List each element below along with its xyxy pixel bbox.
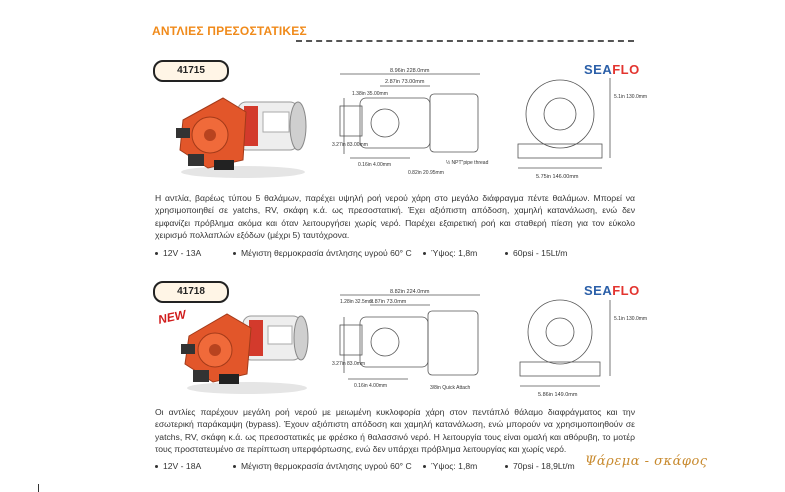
pump-image-41715	[168, 80, 318, 180]
dim-thread: ½ NPT"pipe thread	[446, 160, 489, 166]
dim-d1: 2.87in 73.00mm	[385, 79, 425, 85]
dim-height-side: 3.27in 83.00mm	[332, 142, 368, 148]
page-title: ΑΝΤΛΙΕΣ ΠΡΕΣΟΣΤΑΤΙΚΕΣ	[152, 24, 307, 38]
spec-list-41715	[155, 248, 635, 258]
spec-item: Ύψος: 1,8m	[423, 461, 505, 471]
dim-end-width: 5.86in 149.0mm	[538, 392, 578, 398]
brand-logo: SEAFLO	[584, 62, 640, 77]
product-description-41715: Η αντλία, βαρέως τύπου 5 θαλάμων, παρέχει υψηλή ροή νερού χάρη στο μεγάλο διάφραγμα πέντε θαλάμων. Μπορεί να χρησιμοποιηθεί σε yatchs, RV, σκάφη κ.ά. ως πρεσοστατική. Έχει αξιόπιστη απόδοση, χαμηλή κατανάλωση, ενώ δεν εμφανίζει πρόβλημα ακόμα και όταν λειτουργήσει χωρίς νερό. Παρέχει εξαιρετική ροή και σταθερή πίεση για τον εύκολο χειρισμό πολλαπλών εξόδων (μέχρι 5) ταυτόχρονα.	[155, 193, 635, 241]
model-badge-41718: 41718	[153, 281, 229, 303]
product-description-41718: Οι αντλίες παρέχουν μεγάλη ροή νερού με μειωμένη κυκλοφορία χάρη στον πεντάπλό θάλαμο διαφράγματος και την εσωτερική παράκαμψη (bypass). Έχουν αξιόπιστη απόδοση και χαμηλή κατανάλωση, ενώ μπορούν να χρησιμοποιηθούν σε yatchs, RV, σκάφη κ.ά. ως πρεσοστατικές με φρέσκο ή θαλασσινό νερό. Η λειτουργία τους είναι ομαλή και αθόρυβη, το μοτέρ τους προστατευμένο σε περίπτωση υπερφόρτωσης, ενώ δεν υπάρχει πρόβλημα λειτουργίας και χωρίς νερό.	[155, 407, 635, 455]
spec-item: 12V - 13A	[155, 248, 233, 258]
spec-item: Μέγιστη θερμοκρασία άντλησης υγρού 60° C	[233, 248, 423, 258]
dim-overall-top: 8.82in 224.0mm	[390, 289, 430, 295]
spec-item: Ύψος: 1,8m	[423, 248, 505, 258]
dim-overall-top: 8.96in 228.0mm	[390, 68, 430, 74]
spec-list-41718	[155, 461, 635, 471]
dim-d1: 2.87in 73.0mm	[370, 299, 407, 305]
dim-d4: 0.82in 20.95mm	[408, 170, 444, 176]
dim-thread: 3/8in Quick Attach	[430, 385, 471, 391]
dim-end-height: 5.1in 130.0mm	[614, 316, 648, 322]
dim-d2: 1.38in 35.00mm	[352, 91, 388, 97]
spec-item: 70psi - 18,9Lt/m	[505, 461, 575, 471]
title-divider	[296, 40, 634, 42]
brand-logo: SEAFLO	[584, 283, 640, 298]
model-badge-41715: 41715	[153, 60, 229, 82]
page-corner-mark	[38, 484, 39, 492]
spec-item: Μέγιστη θερμοκρασία άντλησης υγρού 60° C	[233, 461, 423, 471]
dim-d3: 0.16in 4.00mm	[354, 383, 388, 389]
handwritten-signature: Ψάρεμα - σκάφος	[585, 454, 708, 469]
dim-height-side: 3.27in 83.0mm	[332, 361, 366, 367]
side-drawing-41715	[330, 66, 490, 181]
spec-item: 12V - 18A	[155, 461, 233, 471]
dim-d3: 0.16in 4.00mm	[358, 162, 392, 168]
dim-d2: 1.28in 32.5mm	[340, 299, 374, 305]
spec-item: 60psi - 15Lt/m	[505, 248, 567, 258]
dim-end-height: 5.1in 130.0mm	[614, 94, 648, 100]
new-badge: NEW	[156, 307, 188, 327]
dim-end-width: 5.75in 146.00mm	[536, 174, 579, 180]
side-drawing-41718	[330, 287, 490, 402]
pump-image-41718	[175, 300, 320, 395]
